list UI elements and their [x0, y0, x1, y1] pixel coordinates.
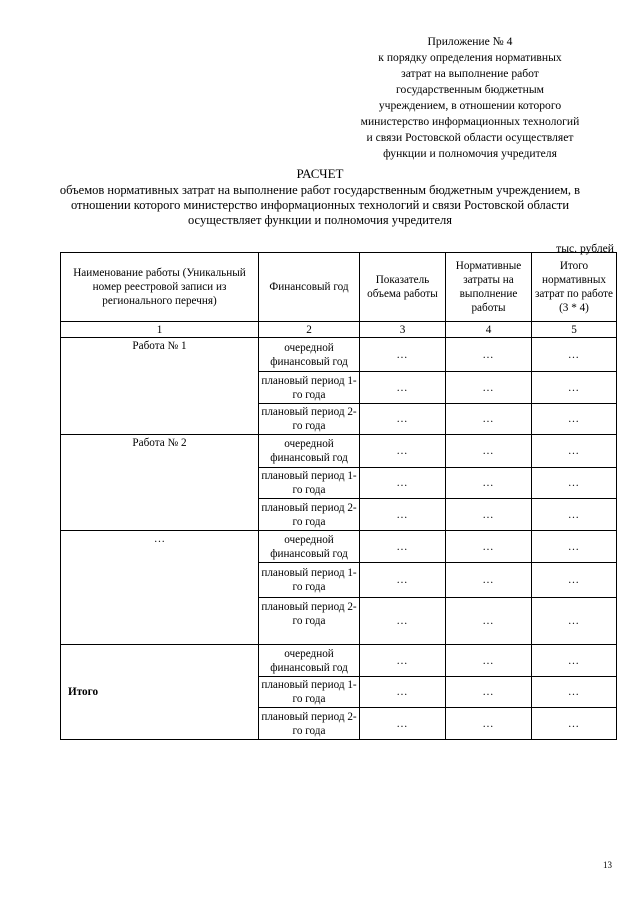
table-row	[61, 645, 617, 677]
work-name-cell: Работа № 1	[61, 338, 259, 435]
table-row	[61, 531, 617, 563]
total-cell: …	[532, 531, 617, 563]
norm-cell: …	[446, 677, 532, 708]
annex-line: Приложение № 4	[427, 35, 513, 48]
total-cell: …	[532, 563, 617, 598]
total-cell: …	[532, 677, 617, 708]
total-label-cell: Итого	[61, 645, 259, 740]
annex-line: учреждением, в отношении которого	[378, 99, 562, 112]
total-cell: …	[532, 435, 617, 468]
annex-line: государственным бюджетным	[396, 83, 544, 96]
column-number-row	[61, 322, 617, 338]
header-norm-costs: Нормативные затраты на выполнение работы	[446, 253, 532, 322]
units-label: тыс. рублей	[556, 242, 614, 255]
volume-cell: …	[360, 404, 446, 435]
work-name-cell: …	[61, 531, 259, 645]
volume-cell: …	[360, 372, 446, 404]
volume-cell: …	[360, 499, 446, 531]
norm-cell: …	[446, 372, 532, 404]
total-cell: …	[532, 468, 617, 499]
work-name-cell: Работа № 2	[61, 435, 259, 531]
year-cell: плановый период 2-го года	[259, 598, 360, 645]
title-line: осуществляет функции и полномочия учредителя	[188, 213, 452, 227]
year-cell: плановый период 1-го года	[259, 468, 360, 499]
column-number: 2	[259, 322, 360, 338]
volume-cell: …	[360, 563, 446, 598]
volume-cell: …	[360, 645, 446, 677]
total-cell: …	[532, 499, 617, 531]
volume-cell: …	[360, 677, 446, 708]
title-main: РАСЧЕТ	[296, 166, 344, 181]
volume-cell: …	[360, 338, 446, 372]
total-cell: …	[532, 404, 617, 435]
norm-cell: …	[446, 563, 532, 598]
annex-line: министерство информационных технологий	[360, 115, 580, 128]
year-cell: очередной финансовый год	[259, 435, 360, 468]
norm-cell: …	[446, 645, 532, 677]
document-title	[50, 166, 590, 228]
column-number: 4	[446, 322, 532, 338]
year-cell: плановый период 1-го года	[259, 563, 360, 598]
total-cell: …	[532, 708, 617, 740]
total-cell: …	[532, 338, 617, 372]
total-cell: …	[532, 372, 617, 404]
column-number: 1	[61, 322, 259, 338]
volume-cell: …	[360, 468, 446, 499]
table-row	[61, 435, 617, 468]
table-header-row	[61, 253, 617, 322]
column-number: 5	[532, 322, 617, 338]
annex-line: и связи Ростовской области осуществляет	[366, 131, 574, 144]
title-line: объемов нормативных затрат на выполнение работ государственным бюджетным учреждением, в	[59, 183, 581, 197]
column-number: 3	[360, 322, 446, 338]
year-cell: плановый период 1-го года	[259, 677, 360, 708]
norm-cell: …	[446, 404, 532, 435]
norm-cell: …	[446, 468, 532, 499]
header-work-name: Наименование работы (Уникальный номер реестровой записи из регионального перечня)	[61, 253, 259, 322]
page-number: 13	[603, 860, 612, 870]
norm-cell: …	[446, 708, 532, 740]
header-financial-year: Финансовый год	[259, 253, 360, 322]
volume-cell: …	[360, 598, 446, 645]
year-cell: плановый период 1-го года	[259, 372, 360, 404]
annex-line: затрат на выполнение работ	[401, 67, 539, 80]
norm-cell: …	[446, 338, 532, 372]
annex-line: к порядку определения нормативных	[378, 51, 562, 64]
table-row	[61, 338, 617, 372]
header-volume: Показатель объема работы	[360, 253, 446, 322]
calculation-table	[60, 252, 617, 740]
norm-cell: …	[446, 598, 532, 645]
total-cell: …	[532, 645, 617, 677]
norm-cell: …	[446, 531, 532, 563]
year-cell: плановый период 2-го года	[259, 499, 360, 531]
year-cell: очередной финансовый год	[259, 338, 360, 372]
year-cell: очередной финансовый год	[259, 531, 360, 563]
norm-cell: …	[446, 499, 532, 531]
year-cell: плановый период 2-го года	[259, 404, 360, 435]
annex-header	[330, 34, 610, 162]
header-total: Итого нормативных затрат по работе (3 * 4)	[532, 253, 617, 322]
volume-cell: …	[360, 708, 446, 740]
total-cell: …	[532, 598, 617, 645]
title-line: отношении которого министерство информационных технологий и связи Ростовской области	[70, 198, 570, 212]
norm-cell: …	[446, 435, 532, 468]
volume-cell: …	[360, 531, 446, 563]
volume-cell: …	[360, 435, 446, 468]
year-cell: плановый период 2-го года	[259, 708, 360, 740]
annex-line: функции и полномочия учредителя	[383, 147, 557, 160]
year-cell: очередной финансовый год	[259, 645, 360, 677]
